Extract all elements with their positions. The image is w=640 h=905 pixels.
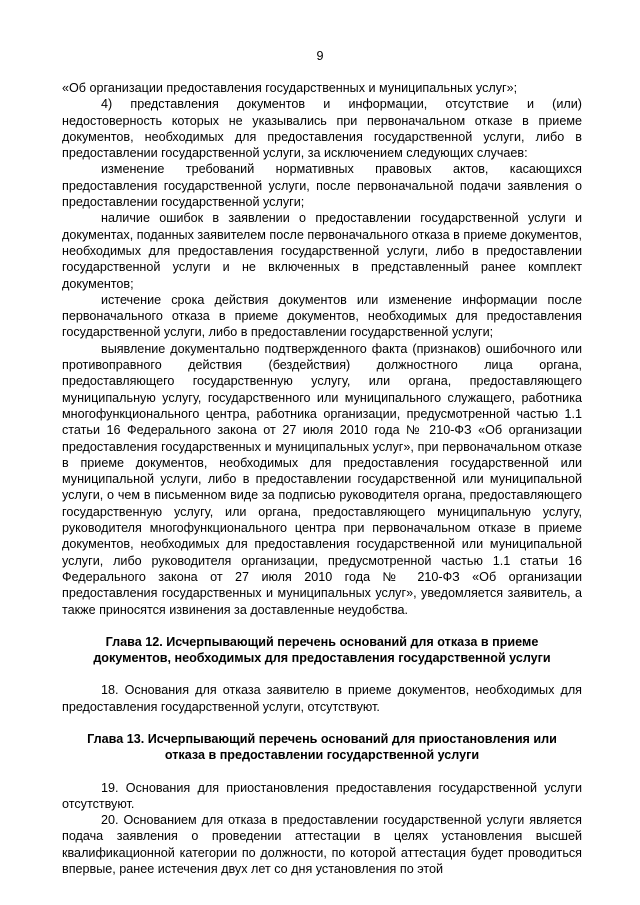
chapter-13-heading bbox=[62, 731, 582, 764]
paragraph-20: 20. Основанием для отказа в предоставлении государственной услуги является подача заявления о проведении аттестации в целях установления высшей квалификационной категории по должности, по которой аттестация будет проводиться впервые, ранее истечения двух лет со дня установления по этой bbox=[62, 813, 582, 877]
chapter-13-heading-line2: отказа в предоставлении государственной услуги bbox=[164, 748, 480, 763]
chapter-12-heading-line1: Глава 12. Исчерпывающий перечень оснований для отказа в приеме bbox=[105, 634, 539, 649]
page-number: 9 bbox=[316, 49, 324, 63]
chapter-12-heading bbox=[62, 634, 582, 667]
paragraph-law-title-end: «Об организации предоставления государственных и муниципальных услуг»; bbox=[62, 81, 518, 95]
paragraph-case-expiry: истечение срока действия документов или изменение информации после первоначального отказа в приеме документов, необходимых для предоставления государственной услуги, либо в предоставлении государственной услуги; bbox=[62, 292, 582, 340]
paragraph-item-4: 4) представления документов и информации, отсутствие и (или) недостоверность которых не указывались при первоначальном отказе в приеме документов, необходимых для предоставления государственной услуги, либо в предоставлении государственной услуги, за исключением следующих случаев: bbox=[62, 97, 582, 161]
paragraph-case-errors: наличие ошибок в заявлении о предоставлении государственной услуги и документах, поданных заявителем после первоначального отказа в приеме документов, необходимых для предоставления государственной услуги, либо в предоставлении государственной услуги и не включенных в представленный ранее комплект документов; bbox=[62, 211, 582, 291]
paragraph-19: 19. Основания для приостановления предоставления государственной услуги отсутствуют. bbox=[62, 780, 582, 811]
chapter-13-heading-line1: Глава 13. Исчерпывающий перечень оснований для приостановления или bbox=[87, 731, 557, 746]
chapter-12-heading-line2: документов, необходимых для предоставления государственной услуги bbox=[93, 651, 551, 666]
paragraph-18: 18. Основания для отказа заявителю в приеме документов, необходимых для предоставления государственной услуги, отсутствуют. bbox=[62, 683, 582, 714]
paragraph-case-wrongful-action: выявление документально подтвержденного факта (признаков) ошибочного или противоправного действия (бездействия) должностного лица органа, предоставляющего государственную услугу, или органа, предоставляющего муниципальную услугу, государственного или муниципального служащего, работника многофункционального центра, работника организации, предусмотренной частью 1.1 статьи 16 Федерального закона от 27 июля 2010 года № 210-ФЗ «Об организации предоставления государственных и муниципальных услуг», при первоначальном отказе в приеме документов, необходимых для предоставления государственной или муниципальной услуги, либо в предоставлении государственной или муниципальной услуги, о чем в письменном виде за подписью руководителя органа, предоставляющего государственную услугу, или органа, предоставляющего муниципальную услугу, руководителя многофункционального центра при первоначальном отказе в приеме документов, необходимых для предоставления государственной или муниципальной услуги, либо руководителя организации, предусмотренной частью 1.1 статьи 16 Федерального закона от 27 июля 2010 года № 210-ФЗ «Об организации предоставления государственных и муниципальных услуг», уведомляется заявитель, а также приносятся извинения за доставленные неудобства. bbox=[62, 341, 582, 617]
paragraph-case-requirements-change: изменение требований нормативных правовых актов, касающихся предоставления государственной услуги, после первоначальной подачи заявления о предоставлении государственной услуги; bbox=[62, 162, 582, 210]
document-body bbox=[62, 80, 582, 877]
